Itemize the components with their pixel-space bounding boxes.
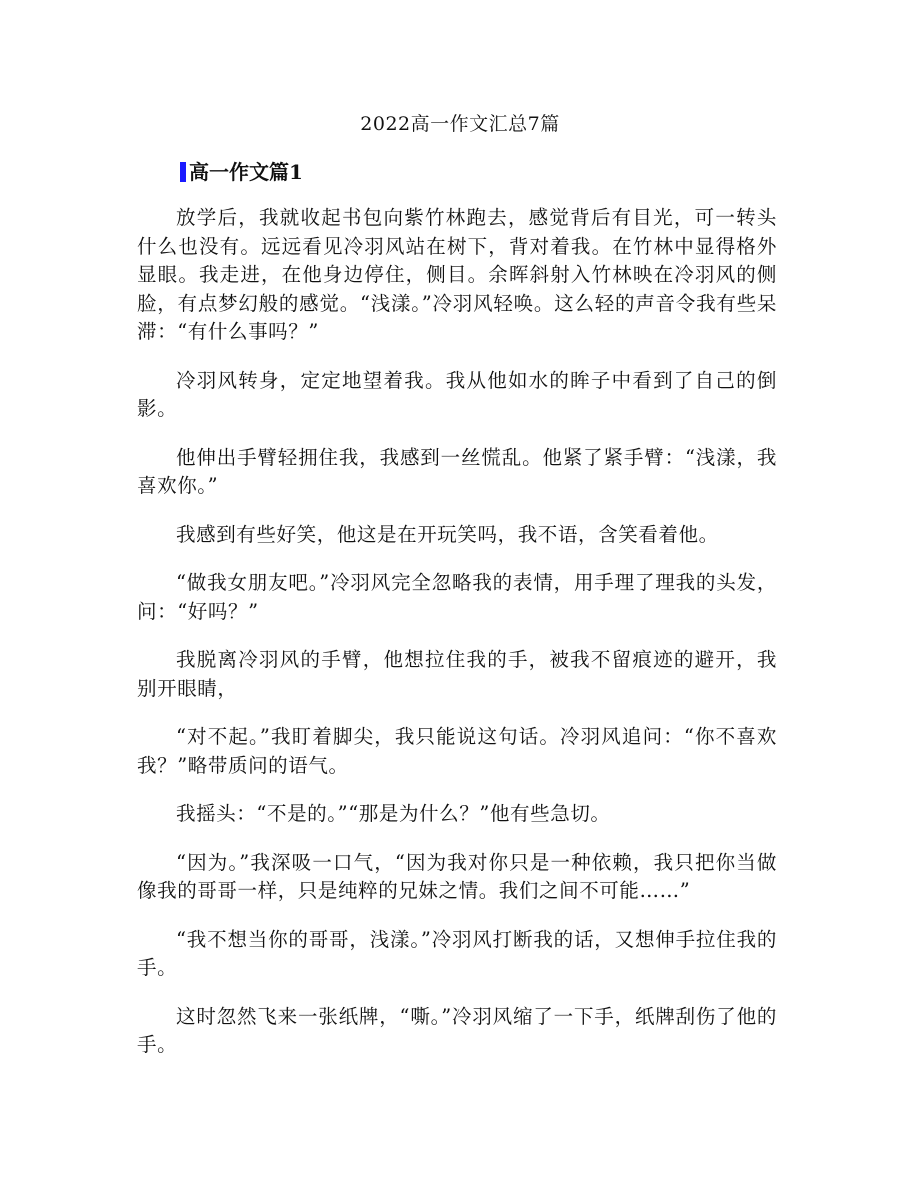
paragraph-1: 放学后，我就收起书包向紫竹林跑去，感觉背后有目光，可一转头什么也没有。远远看见冷羽风站在树下，背对着我。在竹林中显得格外显眼。我走进，在他身边停住，侧目。余晖斜射入竹林映在冷羽风的侧脸，有点梦幻般的感觉。“浅漾。”冷羽风轻唤。这么轻的声音令我有些呆滞：“有什么事吗？” bbox=[137, 206, 777, 343]
section-heading-label: 高一作文篇1 bbox=[189, 160, 303, 184]
paragraph-5: “做我女朋友吧。”冷羽风完全忽略我的表情，用手理了理我的头发，问：“好吗？” bbox=[137, 571, 777, 623]
paragraph-9: “因为。”我深吸一口气，“因为我对你只是一种依赖，我只把你当做像我的哥哥一样，只是纯粹的兄妹之情。我们之间不可能……” bbox=[137, 850, 777, 902]
document-title: 2022高一作文汇总7篇 bbox=[360, 113, 560, 135]
paragraph-6: 我脱离冷羽风的手臂，他想拉住我的手，被我不留痕迹的避开，我别开眼睛， bbox=[137, 648, 777, 700]
section-heading bbox=[180, 157, 303, 187]
paragraph-7: “对不起。”我盯着脚尖，我只能说这句话。冷羽风追问：“你不喜欢我？”略带质问的语气。 bbox=[137, 725, 777, 777]
paragraph-3: 他伸出手臂轻拥住我，我感到一丝慌乱。他紧了紧手臂：“浅漾，我喜欢你。” bbox=[137, 445, 777, 497]
heading-marker bbox=[180, 162, 186, 182]
paragraph-11: 这时忽然飞来一张纸牌，“嘶。”冷羽风缩了一下手，纸牌刮伤了他的手。 bbox=[137, 1004, 777, 1056]
paragraph-2: 冷羽风转身，定定地望着我。我从他如水的眸子中看到了自己的倒影。 bbox=[137, 368, 777, 420]
paragraph-4: 我感到有些好笑，他这是在开玩笑吗，我不语，含笑看着他。 bbox=[176, 522, 719, 546]
paragraph-8: 我摇头：“不是的。”“那是为什么？”他有些急切。 bbox=[176, 802, 611, 825]
article-body bbox=[137, 204, 777, 1080]
paragraph-10: “我不想当你的哥哥，浅漾。”冷羽风打断我的话，又想伸手拉住我的手。 bbox=[137, 927, 777, 979]
